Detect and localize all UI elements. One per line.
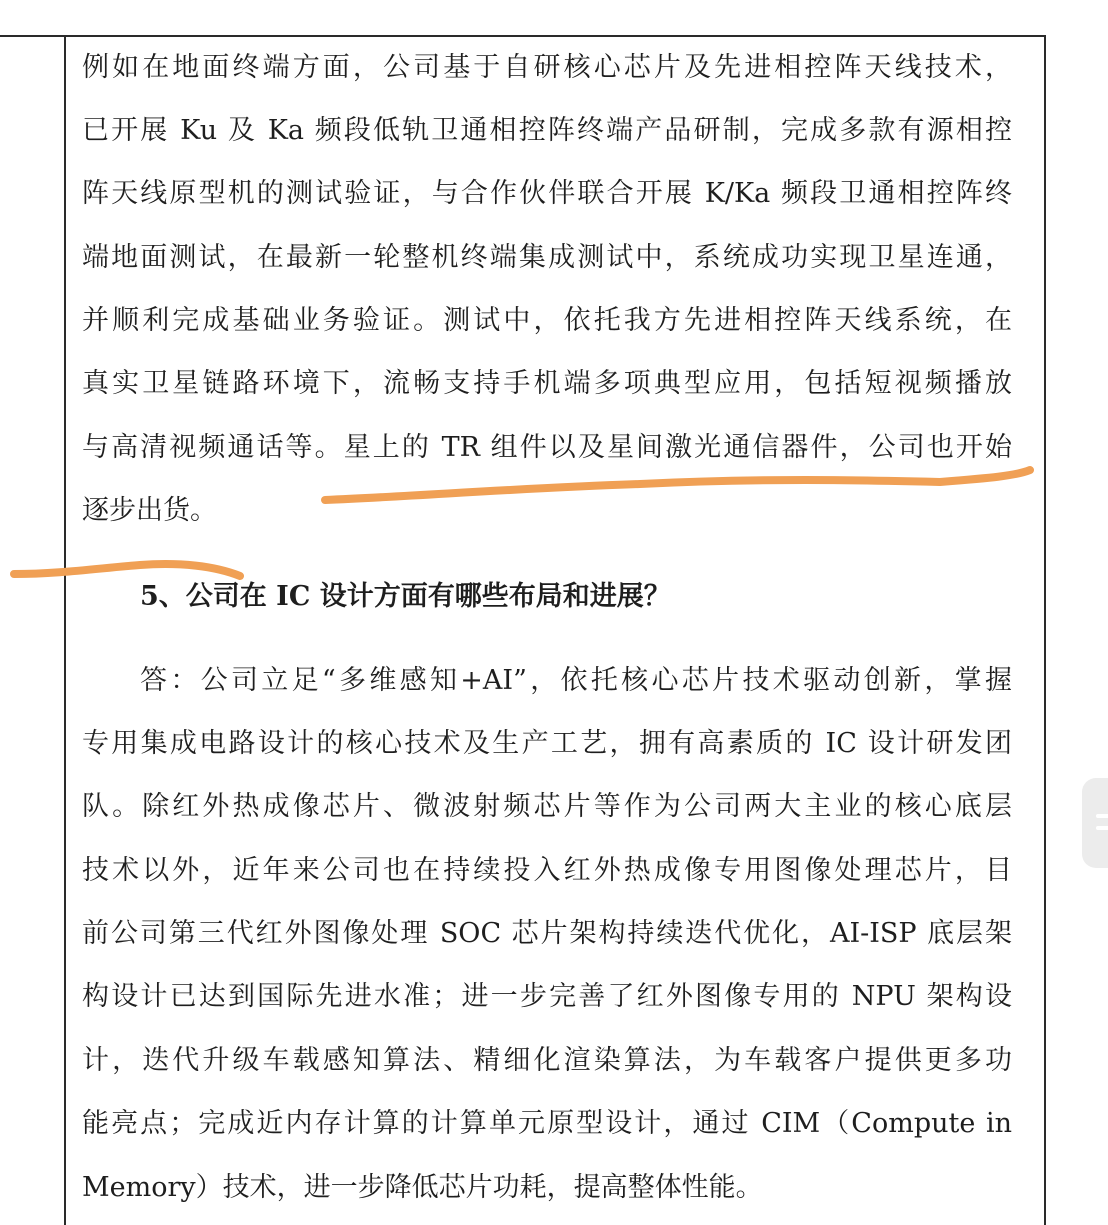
answer-line-1: 答：公司立足“多维感知+AI”，依托核心芯片技术驱动创新，掌握: [140, 665, 1012, 696]
side-panel-handle[interactable]: [1082, 778, 1108, 868]
answer-line-4: 技术以外，近年来公司也在持续投入红外热成像专用图像处理芯片，目: [82, 855, 1012, 886]
answer-line-7: 计，迭代升级车载感知算法、精细化渲染算法，为车载客户提供更多功: [82, 1045, 1012, 1076]
answer-line-9: Memory）技术，进一步降低芯片功耗，提高整体性能。: [82, 1172, 763, 1203]
paragraph1-line-7: 与高清视频通话等。星上的 TR 组件以及星间激光通信器件，公司也开始: [82, 432, 1012, 463]
table-right-border: [1044, 35, 1046, 1225]
paragraph1-line-3: 阵天线原型机的测试验证，与合作伙伴联合开展 K/Ka 频段卫通相控阵终: [82, 178, 1012, 209]
paragraph1-line-6: 真实卫星链路环境下，流畅支持手机端多项典型应用，包括短视频播放: [82, 368, 1012, 399]
handle-bar-top: [1096, 814, 1108, 818]
answer-line-6: 构设计已达到国际先进水准；进一步完善了红外图像专用的 NPU 架构设: [82, 981, 1012, 1012]
paragraph1-line-2: 已开展 Ku 及 Ka 频段低轨卫通相控阵终端产品研制，完成多款有源相控: [82, 115, 1012, 146]
handle-bar-bottom: [1096, 826, 1108, 830]
answer-line-8: 能亮点；完成近内存计算的计算单元原型设计，通过 CIM（Compute in: [82, 1108, 1012, 1139]
table-left-border: [64, 35, 66, 1225]
question-heading: 5、公司在 IC 设计方面有哪些布局和进展？: [140, 581, 671, 612]
answer-line-2: 专用集成电路设计的核心技术及生产工艺，拥有高素质的 IC 设计研发团: [82, 728, 1012, 759]
paragraph1-line-1: 例如在地面终端方面，公司基于自研核心芯片及先进相控阵天线技术，: [82, 52, 1012, 83]
paragraph1-line-8: 逐步出货。: [82, 495, 217, 526]
underline-stroke-2: [14, 564, 240, 576]
table-top-border: [0, 35, 1046, 37]
answer-line-5: 前公司第三代红外图像处理 SOC 芯片架构持续迭代优化，AI-ISP 底层架: [82, 918, 1012, 949]
paragraph1-line-5: 并顺利完成基础业务验证。测试中，依托我方先进相控阵天线系统，在: [82, 305, 1012, 336]
answer-line-3: 队。除红外热成像芯片、微波射频芯片等作为公司两大主业的核心底层: [82, 791, 1012, 822]
paragraph1-line-4: 端地面测试，在最新一轮整机终端集成测试中，系统成功实现卫星连通，: [82, 242, 1012, 273]
